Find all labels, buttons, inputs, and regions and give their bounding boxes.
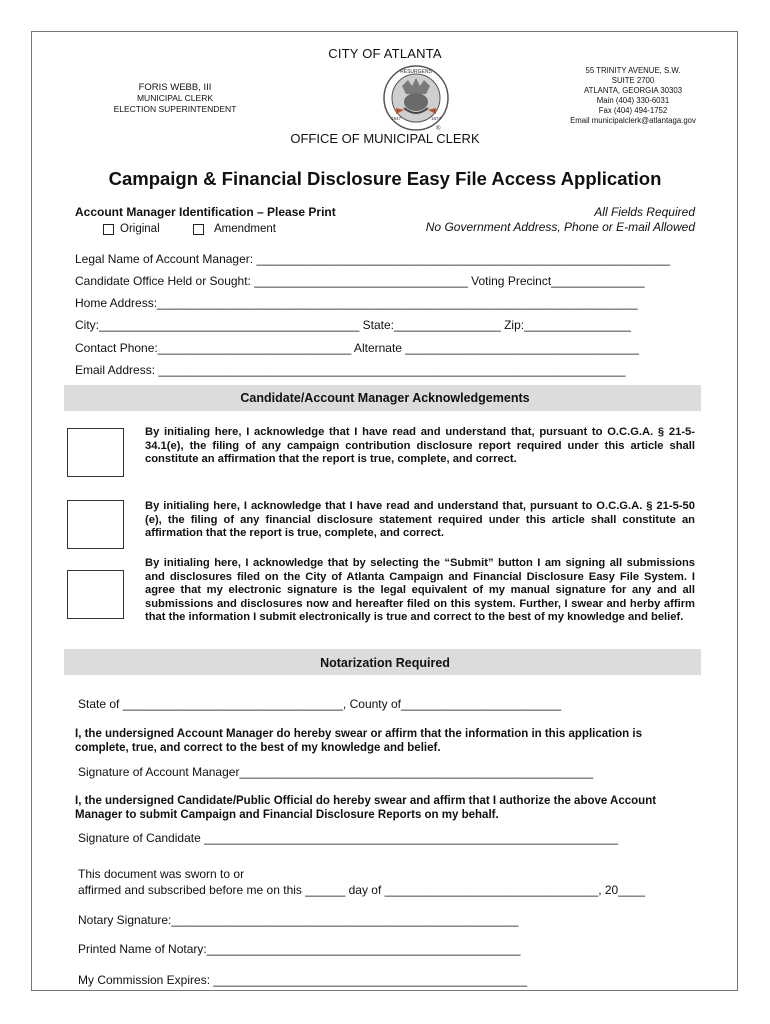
address-line-1: 55 TRINITY AVENUE, S.W. — [585, 66, 681, 75]
office-email: Email municipalclerk@atlantaga.gov — [570, 116, 696, 125]
office-name: OFFICE OF MUNICIPAL CLERK — [290, 131, 480, 146]
acknowledgement-2: By initialing here, I acknowledge that I have read and understand that, pursuant to O.C.G.A. § 21-5-50 (e), the filing of any financial disclosure statement required under this article shall constitute an affirmation that the report is true, complete, and correct. — [145, 500, 695, 539]
city-seal-logo — [382, 64, 450, 132]
initial-box-2[interactable] — [67, 500, 124, 549]
requirements-note — [380, 205, 695, 235]
all-fields-required: All Fields Required — [594, 205, 695, 219]
form-title: Campaign & Financial Disclosure Easy File Access Application — [108, 168, 662, 189]
email-field[interactable]: Email Address: ______________________________________________________________________ — [75, 363, 626, 377]
phone-main: Main (404) 330-6031 — [596, 96, 670, 105]
notary-heading: Notarization Required — [320, 656, 450, 670]
manager-signature-line[interactable]: Signature of Account Manager_____________________________________________________ — [78, 765, 594, 779]
state-county-field[interactable]: State of _________________________________, County of________________________ — [78, 697, 562, 711]
manager-affirmation: I, the undersigned Account Manager do hereby swear or affirm that the information in this application is complete, true, and correct to the best of my knowledge and belief. — [75, 728, 642, 754]
candidate-signature-line[interactable]: Signature of Candidate ______________________________________________________________ — [78, 831, 618, 845]
clerk-name: FORIS WEBB, III — [138, 82, 212, 93]
notary-signature-line[interactable]: Notary Signature:____________________________________________________ — [78, 913, 519, 927]
id-section-heading: Account Manager Identification – Please Print — [75, 205, 336, 219]
amendment-checkbox[interactable] — [193, 224, 204, 235]
acknowledgements-heading: Candidate/Account Manager Acknowledgements — [240, 391, 530, 405]
clerk-title-2: ELECTION SUPERINTENDENT — [113, 104, 237, 114]
original-checkbox[interactable] — [103, 224, 114, 235]
no-government-note: No Government Address, Phone or E-mail Allowed — [425, 220, 695, 234]
initial-box-1[interactable] — [67, 428, 124, 477]
home-address-field[interactable]: Home Address:________________________________________________________________________ — [75, 296, 638, 310]
seal-motto: RESURGENS — [400, 69, 432, 75]
candidate-affirmation: I, the undersigned Candidate/Public Official do hereby swear and affirm that I authorize the above Account Manager to submit Campaign and Financial Disclosure Reports on my behalf. — [75, 795, 657, 821]
sworn-line-1: This document was sworn to or — [78, 867, 245, 881]
address-line-3: ATLANTA, GEORGIA 30303 — [583, 86, 683, 95]
office-sought-field[interactable]: Candidate Office Held or Sought: ________________________________ Voting Precinct______________ — [75, 274, 645, 288]
legal-name-field[interactable]: Legal Name of Account Manager: ______________________________________________________________ — [75, 252, 671, 266]
amendment-label: Amendment — [214, 223, 277, 235]
address-block — [548, 66, 718, 126]
address-line-2: SUITE 2700 — [611, 76, 655, 85]
seal-year-right: 1874 — [431, 116, 442, 121]
seal-registered-mark: ® — [436, 126, 441, 132]
seal-year-left: 1847 — [391, 116, 402, 121]
notary-printed-name-line[interactable]: Printed Name of Notary:_______________________________________________ — [78, 942, 521, 956]
clerk-title-1: MUNICIPAL CLERK — [136, 93, 214, 103]
contact-phone-field[interactable]: Contact Phone:_____________________________ Alternate ___________________________________ — [75, 341, 639, 355]
sworn-line-2[interactable]: affirmed and subscribed before me on this ______ day of ________________________________, 20____ — [78, 883, 645, 897]
phone-fax: Fax (404) 494-1752 — [598, 106, 668, 115]
city-state-zip-field[interactable]: City:_______________________________________ State:________________ Zip:________________ — [75, 318, 631, 332]
acknowledgement-3: By initialing here, I acknowledge that by selecting the “Submit” button I am signing all submissions and disclosures filed on the City of Atlanta Campaign and Financial Disclosure Easy File System. I agree that my electronic signature is the legal equivalent of my manual signature for any and all submissions and disclosures now and hereafter filed on this system. Further, I swear and herby affirm that the information I submit electronically is true and correct to the best of my knowledge and belief. — [145, 557, 695, 623]
original-label: Original — [120, 223, 160, 235]
initial-box-3[interactable] — [67, 570, 124, 619]
city-title: CITY OF ATLANTA — [328, 46, 442, 61]
clerk-block — [100, 82, 250, 115]
commission-expires-line[interactable]: My Commission Expires: _______________________________________________ — [78, 973, 528, 987]
acknowledgement-1: By initialing here, I acknowledge that I have read and understand that, pursuant to O.C.G.A. § 21-5-34.1(e), the filing of any campaign contribution disclosure report required under this article shall constitute an affirmation that the report is true, complete, and correct. — [145, 426, 695, 465]
